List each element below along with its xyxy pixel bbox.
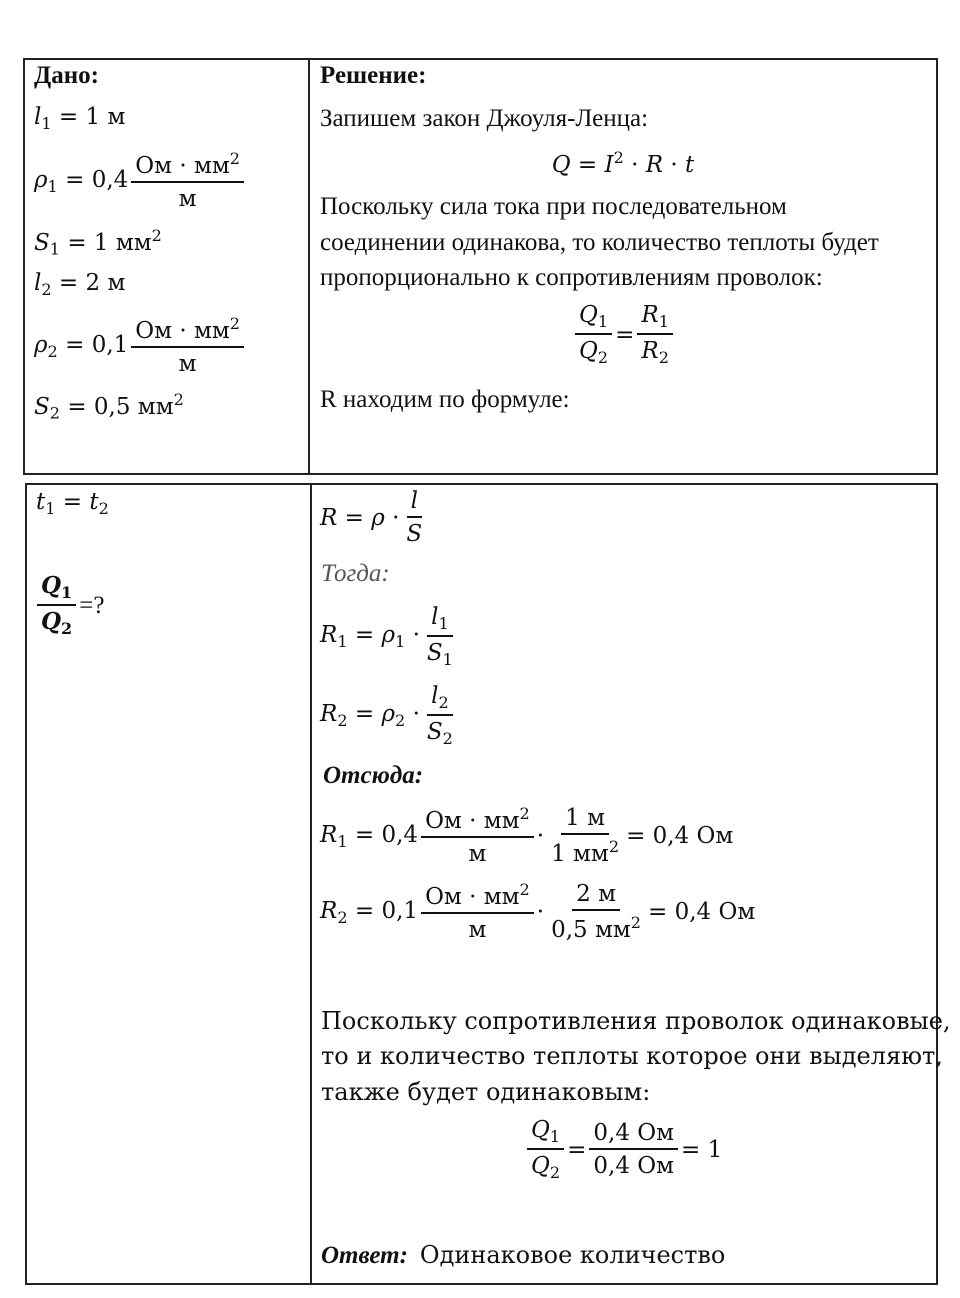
unit-numerator: Ом · мм xyxy=(135,317,230,344)
given-rho1-unit: $\frac{Ом \cdot мм^2}{м}$ xyxy=(131,150,244,213)
hence-label: Отсюда: xyxy=(323,762,424,789)
given-S1-value: 1 мм xyxy=(93,229,152,256)
given-header: Дано: xyxy=(34,62,99,89)
question-ratio: $\frac{Q_1}{Q_2}$ =? xyxy=(34,573,104,639)
unit-numerator: Ом · мм xyxy=(425,883,520,910)
given-S2-value: 0,5 мм xyxy=(93,393,174,420)
unit-denominator: м xyxy=(468,917,487,944)
r2-area: 0,5 мм xyxy=(551,917,631,944)
top-table-divider xyxy=(308,58,310,475)
given-l1-value: 1 м xyxy=(85,104,126,130)
question-mark: =? xyxy=(79,591,105,619)
ratio-result: = 1 xyxy=(681,1136,723,1163)
given-S2: $S_2 = 0,5$ $мм^2$ xyxy=(34,390,184,423)
unit-denominator: м xyxy=(178,186,197,213)
final-ratio: $\frac{Q_1}{Q_2}$ = $\frac{0,4 Ом}{0,4 Ом}$ = 1 xyxy=(524,1117,722,1183)
given-l1: $l_1 = 1$ м xyxy=(34,104,126,133)
given-S1: $S_1 = 1$ $мм^2$ xyxy=(34,226,162,259)
unit-numerator: Ом · мм xyxy=(135,152,230,179)
r1-result: = 0,4 Ом xyxy=(626,823,734,850)
r2-length: 2 м xyxy=(572,881,620,911)
unit-numerator: Ом · мм xyxy=(425,807,520,834)
answer-label: Ответ: xyxy=(321,1242,408,1269)
joule-lenz-formula: $Q = I^2 \cdot R \cdot t$ xyxy=(551,148,695,178)
unit-denominator: м xyxy=(178,351,197,378)
solution-intro: Запишем закон Джоуля-Ленца: xyxy=(320,105,649,132)
conclusion-2: то и количество теплоты которое они выделяют, xyxy=(321,1042,943,1070)
conclusion-3: также будет одинаковым: xyxy=(321,1078,651,1106)
r2-rho-value: 0,1 xyxy=(381,897,419,924)
r1-calculation: $R_1 = 0,4$ $\frac{Ом \cdot мм^2}{м}$ · $\frac{1 м}{1 мм^2}$ = 0,4 Ом xyxy=(320,804,734,868)
solution-header: Решение: xyxy=(320,62,427,89)
solution-r-formula-text: R находим по формуле: xyxy=(320,386,570,413)
r1-rho-value: 0,4 xyxy=(381,821,419,848)
r2-formula: $R_2 = \rho_2$ · $\frac{l_2}{S_2}$ xyxy=(320,683,453,749)
bottom-table-divider xyxy=(310,483,312,1285)
answer xyxy=(321,1241,725,1270)
given-l2: $l_2 = 2$ м xyxy=(34,270,126,299)
r2-calculation: $R_2 = 0,1$ $\frac{Ом \cdot мм^2}{м}$ · $\frac{2 м}{0,5 мм^2}$ = 0,4 Ом xyxy=(320,880,756,944)
given-t-equal: $t_1 = t_2$ xyxy=(36,489,109,518)
unit-denominator: м xyxy=(468,841,487,868)
given-rho2-value: 0,1 xyxy=(91,331,129,358)
ratio-numerator: 0,4 Ом xyxy=(589,1120,678,1150)
r1-area: 1 мм xyxy=(551,841,609,868)
r1-formula: $R_1 = \rho_1$ · $\frac{l_1}{S_1}$ xyxy=(320,604,453,670)
r1-length: 1 м xyxy=(561,805,609,835)
given-l2-value: 2 м xyxy=(85,270,126,296)
r2-result: = 0,4 Ом xyxy=(648,899,756,926)
then-label: Тогда: xyxy=(321,560,390,587)
resistance-formula: R = ρ · $\frac{l}{S}$ xyxy=(320,488,423,548)
conclusion-1: Поскольку сопротивления проволок одинаковые, xyxy=(321,1007,951,1035)
solution-explain-3: пропорционально к сопротивлениям проволок: xyxy=(320,264,823,291)
given-rho1-value: 0,4 xyxy=(91,166,129,193)
given-rho2-unit: $\frac{Ом \cdot мм^2}{м}$ xyxy=(131,315,244,378)
ratio-denominator: 0,4 Ом xyxy=(593,1153,675,1180)
solution-explain-2: соединении одинакова, то количество теплоты будет xyxy=(320,229,879,256)
heat-ratio-formula: $\frac{Q_1}{Q_2}$ = $\frac{R_1}{R_2}$ xyxy=(572,302,676,368)
answer-text: Одинаковое количество xyxy=(419,1241,726,1269)
given-rho2: $\rho_2 = 0,1$ $\frac{Ом \cdot мм^2}{м}$ xyxy=(34,315,247,378)
given-rho1: $\rho_1 = 0,4$ $\frac{Ом \cdot мм^2}{м}$ xyxy=(34,150,247,213)
solution-explain-1: Поскольку сила тока при последовательном xyxy=(320,193,787,220)
